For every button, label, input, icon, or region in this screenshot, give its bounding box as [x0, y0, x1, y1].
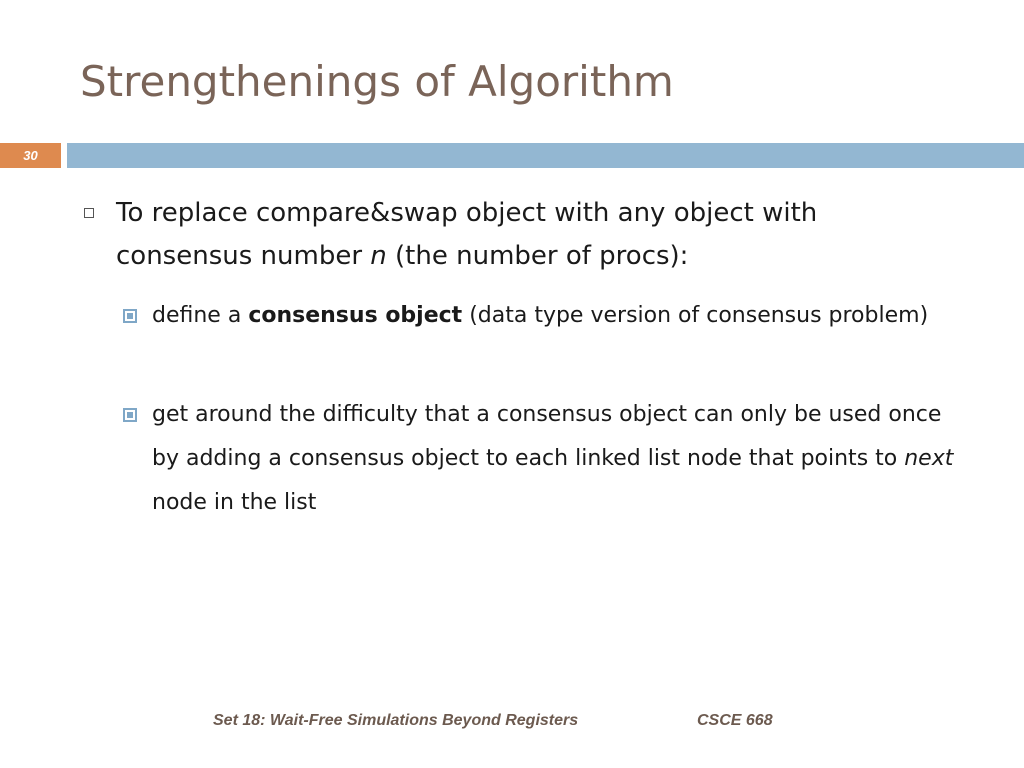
bullet-level-1 [116, 192, 956, 278]
filled-square-bullet-icon [123, 309, 137, 323]
accent-bar [67, 143, 1024, 168]
bullet-text-end: (the number of procs): [386, 241, 689, 271]
sub-bullet-suffix: node in the list [152, 490, 317, 515]
sub-bullet-linked-list [152, 393, 972, 525]
hollow-square-bullet-icon [84, 208, 94, 218]
sub-bullet-suffix: (data type version of consensus problem) [462, 303, 929, 328]
sub-bullet-italic-term: next [904, 446, 954, 471]
sub-bullet-consensus-object [152, 294, 972, 338]
header-bar [0, 143, 1024, 168]
slide-number: 30 [0, 143, 61, 168]
sub-bullet-prefix: define a [152, 303, 249, 328]
sub-bullet-bold-term: consensus object [248, 303, 463, 328]
filled-square-bullet-icon [123, 408, 137, 422]
bullet-text: To replace compare&swap object with any object with consensus number [116, 198, 818, 271]
footer-set-title: Set 18: Wait-Free Simulations Beyond Registers [213, 712, 579, 729]
footer-course: CSCE 668 [697, 712, 773, 729]
slide-title: Strengthenings of Algorithm [80, 57, 674, 106]
sub-bullet-prefix: get around the difficulty that a consensus object can only be used once by adding a consensus object to each linked list node that points to [152, 402, 942, 471]
bullet-italic-n: n [370, 241, 387, 271]
